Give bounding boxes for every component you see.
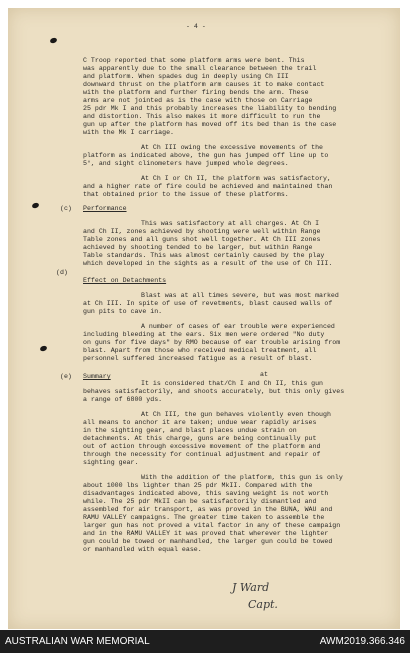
- section-c-title: Performance: [83, 205, 127, 212]
- body-line: This was satisfactory at all charges. At Ch I: [141, 220, 320, 227]
- document-page: [8, 8, 400, 629]
- signature-rank: Capt.: [248, 598, 278, 611]
- body-line: that obtained prior to the issue of these platforms.: [83, 191, 289, 198]
- body-line: or manhandled with equal ease.: [83, 546, 202, 553]
- body-line: was apparently due to the small clearance between the trail: [83, 65, 317, 72]
- body-line: assembled for air transport, as was proved in the BUNA, WAU and: [83, 506, 333, 513]
- footer-institution: AUSTRALIAN WAR MEMORIAL: [5, 636, 150, 647]
- body-line: through the necessity for continual adjustment and repair of: [83, 451, 321, 458]
- body-line: personnel suffered increased fatigue as a result of blast.: [83, 355, 313, 362]
- body-line: behaves satisfactorily, and shoots accurately, but this only gives: [83, 388, 345, 395]
- body-line: 25 pdr Mk I and this probably increases the liability to bending: [83, 105, 337, 112]
- body-line: and a higher rate of fire could be achieved and maintained than: [83, 183, 333, 190]
- body-line: larger gun has not proved a vital factor in any of these campaign: [83, 522, 341, 529]
- body-line: with the platform and further firing bends the arm. These: [83, 89, 309, 96]
- body-line: A number of cases of ear trouble were experienced: [141, 323, 335, 330]
- body-line: It is considered that/Ch I and Ch II, this gun: [141, 380, 324, 387]
- signature-name: J Ward: [232, 581, 270, 594]
- body-line: With the addition of the platform, this gun is only: [141, 474, 343, 481]
- body-line: RAMU VALLEY campaigns. The greater time taken to assemble the: [83, 514, 325, 521]
- section-e-label: (e): [60, 373, 72, 380]
- section-d-title: Effect on Detachments: [83, 277, 167, 284]
- body-line: about 1000 lbs lighter than 25 pdr MkII. Compared with the: [83, 482, 313, 489]
- body-line: 5°, and sight clinometers have jumped whole degrees.: [83, 160, 289, 167]
- body-line: Blast was at all times severe, but was most marked: [141, 292, 339, 299]
- body-line: a range of 6800 yds.: [83, 396, 163, 403]
- body-line: out of action through excessive movement of the platform and: [83, 443, 321, 450]
- handwritten-insert: at: [260, 371, 268, 378]
- body-line: achieved by shooting tended to be larger, but within Range: [83, 244, 313, 251]
- body-line: all means to anchor it are taken; undue wear rapidly arises: [83, 419, 317, 426]
- body-line: At Ch I or Ch II, the platform was satisfactory,: [141, 175, 331, 182]
- body-line: and distortion. This also makes it more difficult to run the: [83, 113, 321, 120]
- page-number: - 4 -: [186, 23, 206, 30]
- body-line: platform as indicated above, the gun has jumped off line up to: [83, 152, 329, 159]
- body-line: arms are not jointed as is the case with those on Carriage: [83, 97, 313, 104]
- punch-hole-top: [49, 37, 57, 44]
- body-line: and Ch II, zones achieved by shooting were well within Range: [83, 228, 321, 235]
- body-line: Table standards. This was almost certainly caused by the play: [83, 252, 325, 259]
- body-line: disadvantages indicated above, this saving weight is not worth: [83, 490, 329, 497]
- body-line: gun up after the platform has moved off its bed than is the case: [83, 121, 337, 128]
- section-e-title: Summary: [83, 373, 111, 380]
- section-c-label: (c): [60, 205, 72, 212]
- body-line: which developed in the sights as a result of the use of Ch III.: [83, 260, 333, 267]
- punch-hole-middle: [31, 202, 39, 209]
- body-line: at Ch III. In spite of use of revetments, blast caused walls of: [83, 300, 333, 307]
- body-line: including bleeding at the ears. Six men were ordered "No duty: [83, 331, 325, 338]
- body-line: while. The 25 pdr MkII can be satisfactorily dismantled and: [83, 498, 317, 505]
- body-line: detachments. At this charge, guns are being continually put: [83, 435, 317, 442]
- punch-hole-lower: [39, 345, 47, 352]
- body-line: in the sighting gear, and blast places undue strain on: [83, 427, 297, 434]
- section-d-label: (d): [56, 269, 68, 276]
- body-line: Table zones and all guns shot well together. At Ch III zones: [83, 236, 321, 243]
- footer-accession-number: AWM2019.366.346: [319, 636, 405, 647]
- archive-footer: [0, 630, 410, 653]
- body-line: and in the RAMU VALLEY it was proved that wherever the lighter: [83, 530, 329, 537]
- body-line: At Ch III owing the excessive movements of the: [141, 144, 324, 151]
- body-line: C Troop reported that some platform arms were bent. This: [83, 57, 305, 64]
- body-line: At Ch III, the gun behaves violently even though: [141, 411, 331, 418]
- body-line: downward thrust on the platform arm causes it to make contact: [83, 81, 325, 88]
- body-line: and platform. When spades dug in deeply using Ch III: [83, 73, 289, 80]
- body-line: sighting gear.: [83, 459, 139, 466]
- body-line: gun pits to cave in.: [83, 308, 163, 315]
- body-line: gun could be towed or manhandled, the larger gun could be towed: [83, 538, 333, 545]
- body-line: on guns for five days" by RMO because of ear trouble arising from: [83, 339, 341, 346]
- body-line: with the Mk I carriage.: [83, 129, 175, 136]
- body-line: blast. Apart from those who received medical treatment, all: [83, 347, 317, 354]
